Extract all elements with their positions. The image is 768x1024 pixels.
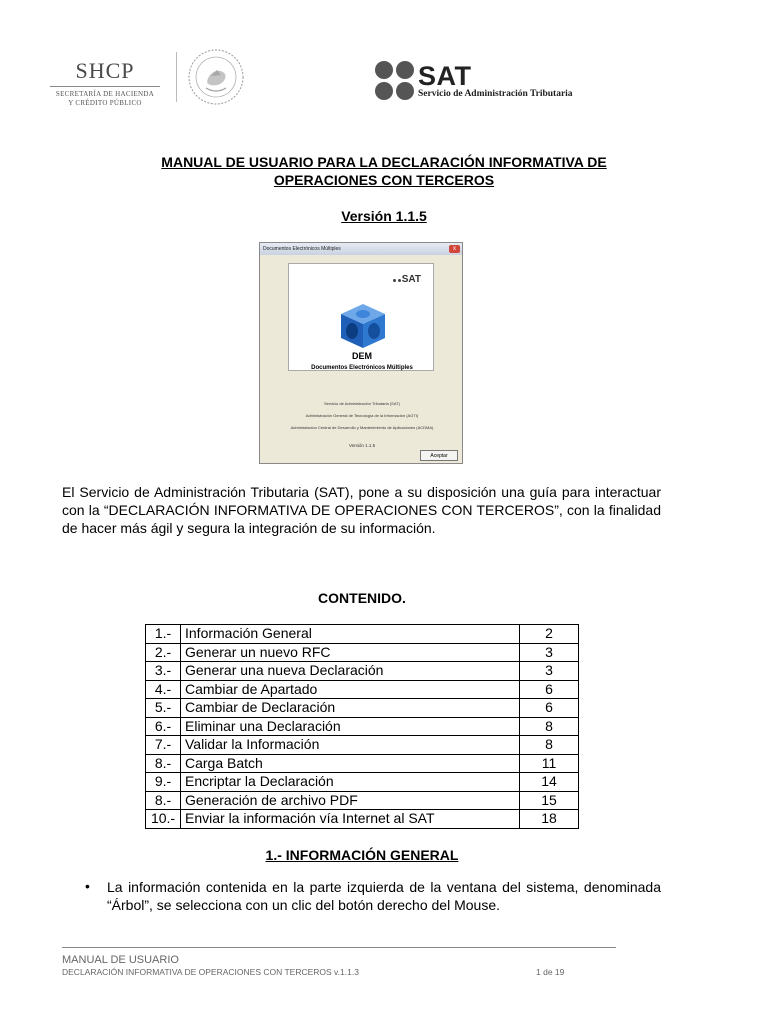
document-title [80,153,688,189]
toc-page: 6 [520,680,579,699]
toc-label: Generar un nuevo RFC [181,643,520,662]
toc-number: 8.- [146,791,181,810]
toc-label: Encriptar la Declaración [181,773,520,792]
toc-label: Enviar la información vía Internet al SAT [181,810,520,829]
table-row [146,680,579,699]
table-row [146,699,579,718]
toc-number: 2.- [146,643,181,662]
mexico-seal-icon [187,48,245,106]
table-row [146,791,579,810]
table-row [146,736,579,755]
sat-subtitle: Servicio de Administración Tributaria [418,89,573,99]
toc-number: 8.- [146,754,181,773]
toc-label: Generación de archivo PDF [181,791,520,810]
dialog-title: Documentos Electrónicos Múltiples [263,246,341,252]
footer-title: MANUAL DE USUARIO [62,954,179,966]
close-icon[interactable]: x [449,245,460,253]
shcp-sub1: SECRETARÍA DE HACIENDA [55,90,155,98]
dialog-credit-1: Servicio de Administración Tributaria (SAT) [324,401,400,406]
toc-number: 1.- [146,625,181,644]
table-row [146,773,579,792]
bullet-paragraph: La información contenida en la parte izquierda de la ventana del sistema, denominada “Árbol”, se selecciona con un clic del botón derecho del Mouse. [107,879,661,913]
dem-cube-icon [339,302,387,350]
section-heading: 1.- INFORMACIÓN GENERAL [265,847,459,863]
toc-label: Generar una nueva Declaración [181,662,520,681]
footer-rule [62,947,616,948]
dialog-titlebar [260,243,462,255]
document-version: Versión 1.1.5 [341,208,427,224]
toc-page: 2 [520,625,579,644]
table-row [146,717,579,736]
contents-heading: CONTENIDO. [318,590,406,606]
toc-label: Cambiar de Apartado [181,680,520,699]
sat-wordmark: SAT [418,61,472,91]
dialog-sat-logo [392,274,421,285]
dialog-dem: DEM [352,351,372,361]
toc-page: 14 [520,773,579,792]
toc-label: Cambiar de Declaración [181,699,520,718]
toc-label: Carga Batch [181,754,520,773]
dialog-version: Versión 1.1.5 [348,443,376,448]
toc-number: 10.- [146,810,181,829]
dialog-credit-2: Administración General de Tecnología de la Información (AGTI) [305,413,419,418]
table-row [146,810,579,829]
title-line1: MANUAL DE USUARIO PARA LA DECLARACIÓN INFORMATIVA DE [161,154,607,170]
toc-page: 8 [520,736,579,755]
shcp-logo [50,58,160,108]
shcp-rule [50,86,160,87]
toc-number: 6.- [146,717,181,736]
toc-page: 11 [520,754,579,773]
toc-number: 7.- [146,736,181,755]
header-divider [176,52,177,102]
dem-about-dialog [259,242,463,464]
shcp-title: SHCP [75,58,135,83]
accept-button[interactable]: Aceptar [420,450,458,461]
table-row [146,625,579,644]
toc-number: 5.- [146,699,181,718]
toc-label: Validar la Información [181,736,520,755]
toc-page: 15 [520,791,579,810]
footer-subtitle: DECLARACIÓN INFORMATIVA DE OPERACIONES CON TERCEROS v.1.1.3 [62,967,359,977]
dialog-dem-subtitle: Documentos Electrónicos Múltiples [311,365,413,371]
toc-page: 3 [520,662,579,681]
toc-page: 8 [520,717,579,736]
title-line2: OPERACIONES CON TERCEROS [273,172,495,188]
toc-page: 18 [520,810,579,829]
dialog-credits [260,398,464,434]
toc-label: Información General [181,625,520,644]
toc-page: 6 [520,699,579,718]
bullet-icon: • [85,878,90,894]
dialog-sat-text: SAT [401,274,421,285]
toc-number: 4.- [146,680,181,699]
sat-dots-icon [374,60,416,102]
intro-paragraph: El Servicio de Administración Tributaria (SAT), pone a su disposición una guía para interactuar con la “DECLARACIÓN INFORMATIVA DE OPERACIONES CON TERCEROS”, con la finalidad de hacer más ágil y segura la integración de su información. [62,484,661,536]
table-row [146,754,579,773]
dialog-credit-3: Administración Central de Desarrollo y Mantenimiento de Aplicaciones (ACDMA) [290,425,434,430]
page-number: 1 de 19 [536,967,565,977]
toc-number: 9.- [146,773,181,792]
table-row [146,662,579,681]
toc-number: 3.- [146,662,181,681]
shcp-sub2: Y CRÉDITO PÚBLICO [68,99,142,107]
table-row [146,643,579,662]
contents-table [145,624,579,829]
toc-page: 3 [520,643,579,662]
toc-label: Eliminar una Declaración [181,717,520,736]
